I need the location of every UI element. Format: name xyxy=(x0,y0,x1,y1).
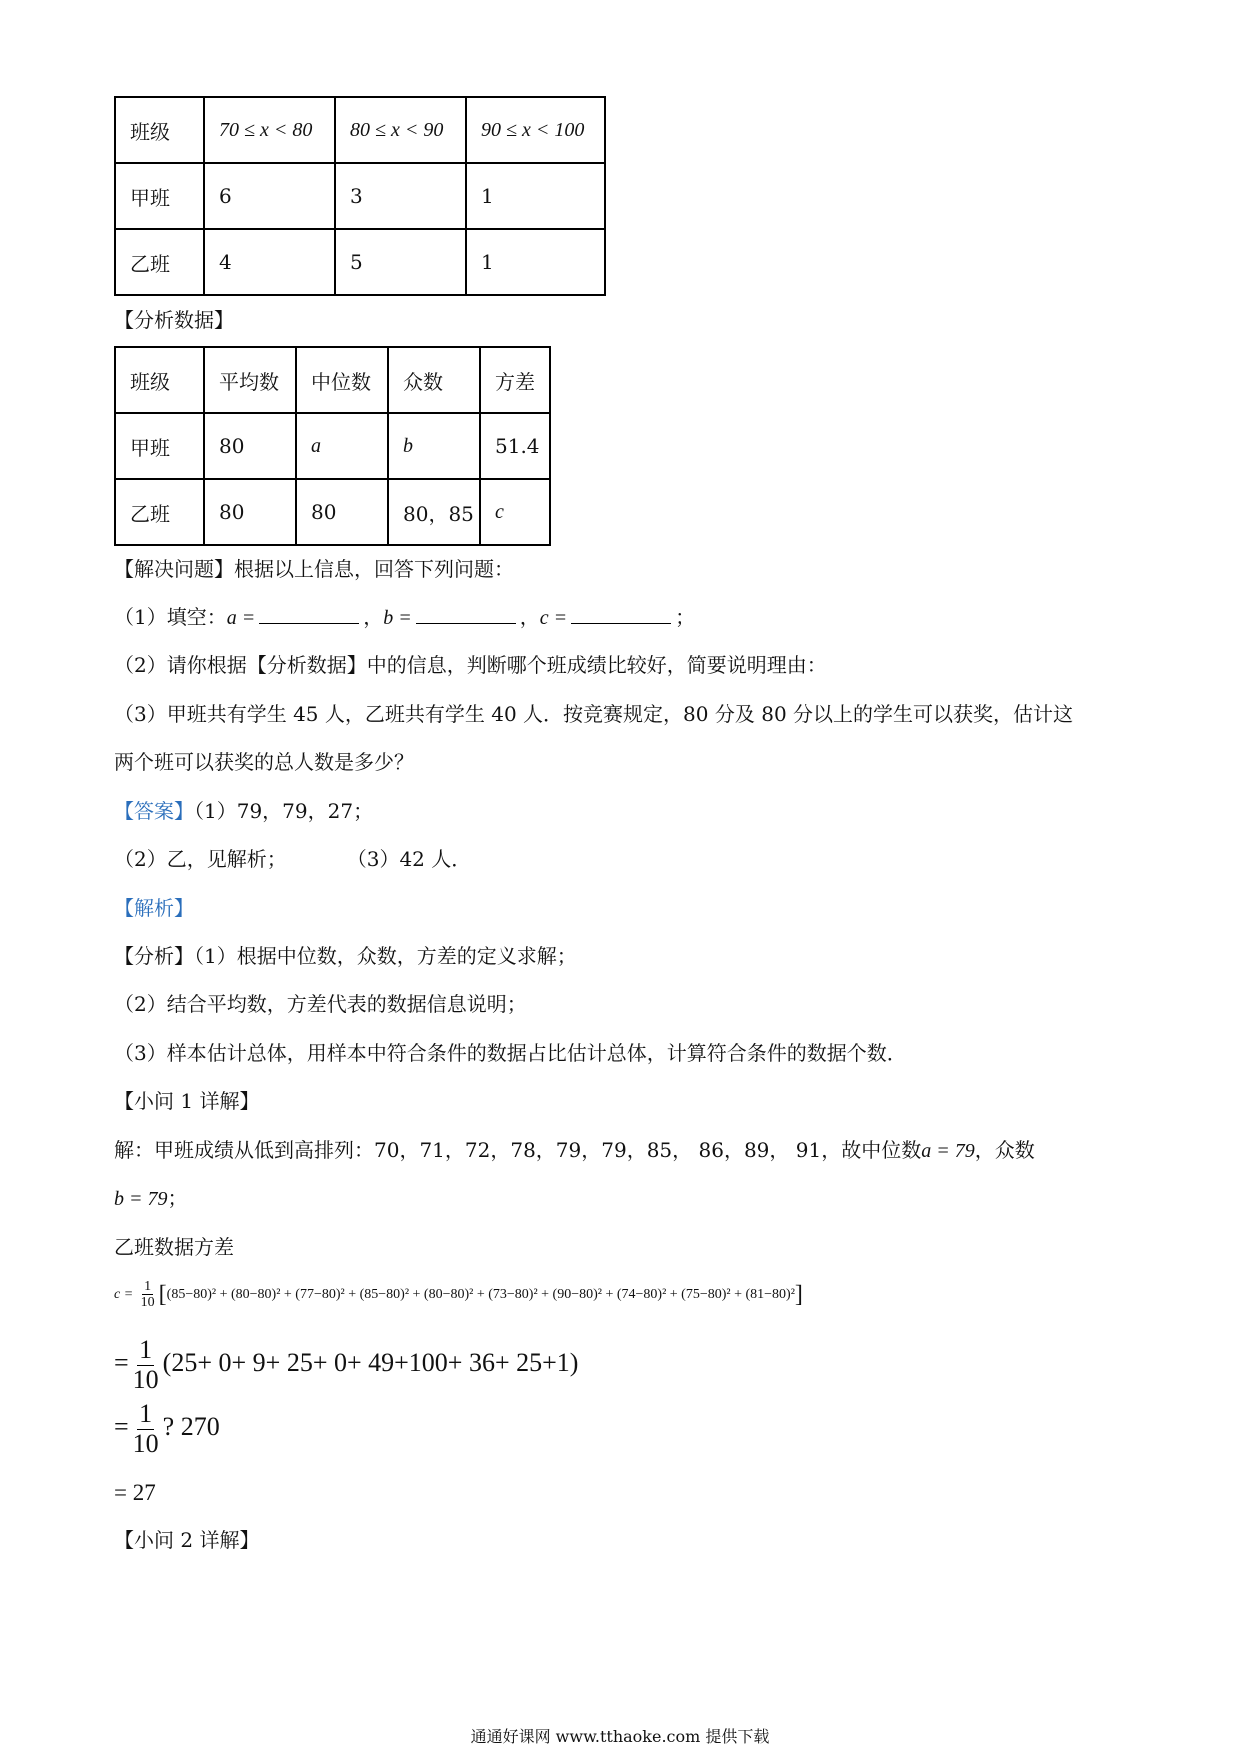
table1-header-class: 班级 xyxy=(115,97,204,163)
question-2: （2）请你根据【分析数据】中的信息，判断哪个班成绩比较好，简要说明理由： xyxy=(114,653,827,677)
mode-tail: ； xyxy=(167,1186,188,1210)
variance-result: = 27 xyxy=(114,1480,156,1505)
table2-cell: 甲班 xyxy=(115,413,204,479)
table2-header: 平均数 xyxy=(204,347,296,413)
table2-header: 方差 xyxy=(480,347,550,413)
formula-terms: (85−80)² + (80−80)² + (77−80)² + (85−80)² + (80−80)² + (73−80)² + (90−80)² + (74−80)² + (75−80)² + (81−80)² xyxy=(166,1287,795,1303)
step1-fraction xyxy=(133,1336,159,1394)
fenxi-1: （1）根据中位数，众数，方差的定义求解； xyxy=(194,944,577,968)
step2-fraction xyxy=(133,1400,159,1458)
answer-line1 xyxy=(114,797,373,825)
equals: = xyxy=(114,1412,129,1442)
table2-cell: 51.4 xyxy=(480,413,550,479)
separator: ， xyxy=(363,605,384,629)
table2-header: 众数 xyxy=(388,347,480,413)
score-distribution-table xyxy=(114,96,606,296)
table1-cell: 1 xyxy=(466,229,605,295)
q1-prefix: （1）填空： xyxy=(114,605,227,629)
step1-body: (25+ 0+ 9+ 25+ 0+ 49+100+ 36+ 25+1) xyxy=(162,1348,579,1378)
question-3-line1: （3）甲班共有学生 45 人，乙班共有学生 40 人．按竞赛规定，80 分及 80 分以上的学生可以获奖，估计这 xyxy=(114,702,1074,726)
blank-a xyxy=(259,603,359,624)
q1-c-label: c = xyxy=(539,607,568,629)
fraction-numerator: 1 xyxy=(139,1335,153,1364)
statistics-table xyxy=(114,346,551,546)
fraction-denominator: 10 xyxy=(132,1428,159,1458)
fraction-numerator: 1 xyxy=(144,1279,152,1294)
question-1 xyxy=(114,603,695,632)
table2-cell: b xyxy=(388,413,480,479)
table2-cell: a xyxy=(296,413,388,479)
table1-cell: 1 xyxy=(466,163,605,229)
detail1-line2 xyxy=(114,1184,188,1213)
table2-cell: c xyxy=(480,479,550,545)
fenxi-3: （3）样本估计总体，用样本中符合条件的数据占比估计总体，计算符合条件的数据个数． xyxy=(114,1041,907,1065)
formula-fraction xyxy=(141,1279,155,1311)
table2-cell: 80 xyxy=(296,479,388,545)
fenxi-line1 xyxy=(114,942,577,970)
blank-b xyxy=(416,603,516,624)
q1-a-label: a = xyxy=(226,607,256,629)
median-expr: a = 79 xyxy=(921,1140,975,1162)
formula-lhs: c = xyxy=(114,1287,134,1303)
fraction-denominator: 10 xyxy=(132,1364,159,1394)
table1-header-range3: 90 ≤ x < 100 xyxy=(466,97,605,163)
mode-expr: b = 79 xyxy=(114,1188,168,1210)
table1-cell: 5 xyxy=(335,229,466,295)
answer-part1: （1）79，79，27； xyxy=(194,799,374,823)
table1-cell: 6 xyxy=(204,163,335,229)
mode-label: ，众数 xyxy=(974,1138,1035,1162)
table1-cell: 3 xyxy=(335,163,466,229)
answer-part3: （3）42 人． xyxy=(346,847,472,871)
table2-cell: 80 xyxy=(204,413,296,479)
table2-cell: 80 xyxy=(204,479,296,545)
q1-end: ； xyxy=(675,605,696,629)
table2-cell: 80，85 xyxy=(388,479,480,545)
answer-label: 【答案】 xyxy=(114,799,194,823)
fenxi-2: （2）结合平均数，方差代表的数据信息说明； xyxy=(114,992,527,1016)
table2-cell: 乙班 xyxy=(115,479,204,545)
analysis-data-heading: 【分析数据】 xyxy=(114,308,234,332)
variance-label: 乙班数据方差 xyxy=(114,1235,234,1259)
detail2-heading: 【小问 2 详解】 xyxy=(114,1528,260,1552)
fenxi-label: 【分析】 xyxy=(114,944,194,968)
detail1-line1 xyxy=(114,1136,1035,1165)
solution-label: 【解析】 xyxy=(114,896,194,920)
table1-cell: 乙班 xyxy=(115,229,204,295)
q1-b-label: b = xyxy=(383,607,412,629)
table1-cell: 甲班 xyxy=(115,163,204,229)
sorted-scores: 解：甲班成绩从低到高排列：70，71，72，78，79，79，85， 86，89， 91，故中位数 xyxy=(114,1138,922,1162)
table1-cell: 4 xyxy=(204,229,335,295)
page-footer: 通通好课网 www.tthaoke.com 提供下载 xyxy=(470,1727,770,1746)
variance-step1 xyxy=(114,1336,578,1394)
table2-header: 班级 xyxy=(115,347,204,413)
detail1-heading: 【小问 1 详解】 xyxy=(114,1089,260,1113)
fraction-numerator: 1 xyxy=(139,1399,153,1428)
fraction-denominator: 10 xyxy=(140,1295,155,1311)
variance-step2 xyxy=(114,1400,220,1458)
blank-c xyxy=(571,603,671,624)
table1-header-range1: 70 ≤ x < 80 xyxy=(204,97,335,163)
answer-part2: （2）乙，见解析； xyxy=(114,847,287,871)
separator: ， xyxy=(519,605,540,629)
variance-formula: c = $\frac{1}{10}$ [(85−80)² + (80−80)² + (77−80)² + (85−80)² + (80−80)² + (73−80)² + (90−80)² + (74−80)² + (75−80)² + (81−80)²] xyxy=(114,1279,803,1311)
problem-intro: 【解决问题】根据以上信息，回答下列问题： xyxy=(114,557,514,581)
step2-body: ? 270 xyxy=(162,1412,220,1442)
equals: = xyxy=(114,1348,129,1378)
answer-line2 xyxy=(114,845,471,873)
question-3-line2: 两个班可以获奖的总人数是多少？ xyxy=(114,750,414,774)
table2-header: 中位数 xyxy=(296,347,388,413)
table1-header-range2: 80 ≤ x < 90 xyxy=(335,97,466,163)
